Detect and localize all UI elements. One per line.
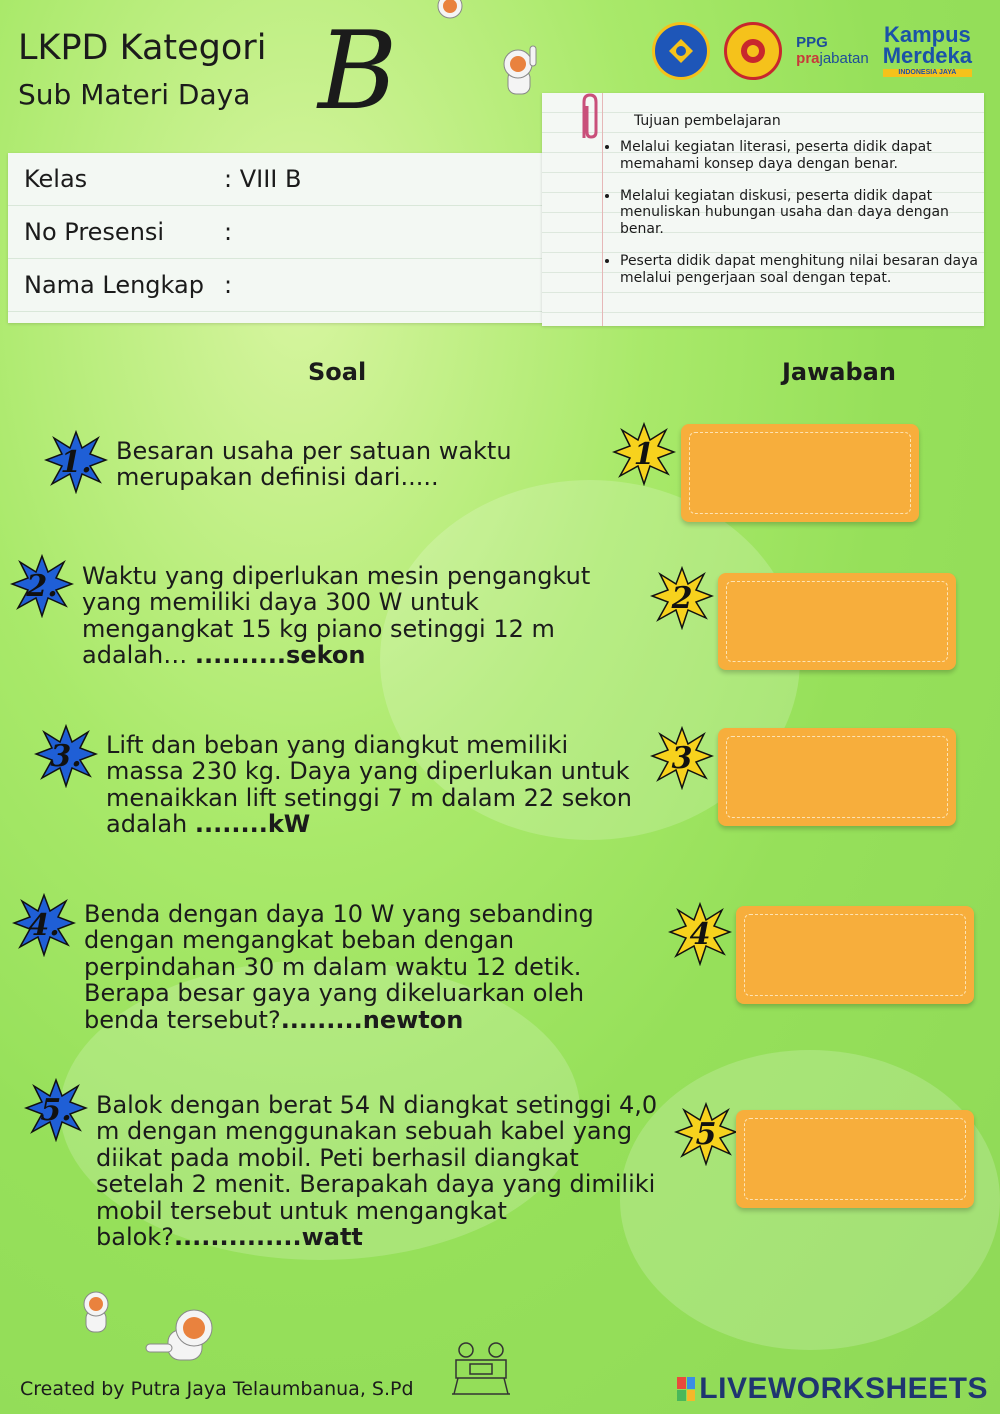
question-number: 3. bbox=[50, 738, 82, 774]
presensi-label: No Presensi bbox=[24, 218, 165, 246]
astronaut-icon bbox=[138, 1300, 238, 1380]
answer-box-5[interactable] bbox=[736, 1110, 974, 1208]
soal-column-header: Soal bbox=[308, 358, 367, 386]
answer-box-2[interactable] bbox=[718, 573, 956, 670]
kelas-label: Kelas bbox=[24, 165, 88, 193]
question-text: Benda dengan daya 10 W yang sebanding dengan mengangkat beban dengan perpindahan 30 m dalam waktu 12 detik. Berapa besar gaya yang dikeluarkan oleh benda tersebut?.........newton bbox=[84, 900, 594, 1034]
question-text: Balok dengan berat 54 N diangkat setinggi 4,0 m dengan menggunakan sebuah kabel yang diikat pada mobil. Peti berhasil diangkat setelah 2 menit. Berapakah daya yang dimiliki mobil tersebut untuk mengangkat balok?..............watt bbox=[96, 1091, 658, 1251]
answer-number-burst bbox=[612, 422, 676, 486]
question-number-burst bbox=[10, 554, 74, 618]
liveworksheets-wordmark: LIVEWORKSHEETS bbox=[699, 1372, 988, 1405]
question-number-burst bbox=[44, 430, 108, 494]
goals-heading: Tujuan pembelajaran bbox=[634, 113, 781, 129]
kemendikbud-logo bbox=[652, 22, 710, 80]
answer-number-burst bbox=[668, 902, 732, 966]
question-number: 2. bbox=[26, 568, 58, 604]
goal-item: • Peserta didik dapat menghitung nilai besaran daya melalui pengerjaan soal dengan tepat. bbox=[620, 253, 980, 287]
worksheet-subtitle: Sub Materi Daya bbox=[18, 78, 251, 111]
liveworksheets-logo-icon bbox=[677, 1377, 695, 1401]
answer-number-burst bbox=[650, 566, 714, 630]
kelas-value: : VIII B bbox=[224, 165, 302, 193]
answer-number: 2 bbox=[671, 580, 693, 616]
nama-field[interactable]: : bbox=[224, 271, 233, 299]
question-number-burst bbox=[12, 893, 76, 957]
answer-number: 5 bbox=[695, 1116, 717, 1152]
question-text: Lift dan beban yang diangkut memiliki massa 230 kg. Daya yang diperlukan untuk menaikkan lift setinggi 7 m dalam 22 sekon adalah ........kW bbox=[106, 731, 632, 839]
worksheet-title: LKPD Kategori bbox=[18, 28, 267, 68]
question-number: 5. bbox=[40, 1092, 72, 1128]
question-text: Besaran usaha per satuan waktu merupakan definisi dari..... bbox=[116, 437, 512, 492]
goal-item: • Melalui kegiatan literasi, peserta didik dapat memahami konsep daya dengan benar. bbox=[620, 139, 980, 173]
study-desk-icon bbox=[448, 1338, 514, 1400]
kelas-row bbox=[24, 165, 301, 193]
goal-item: • Melalui kegiatan diskusi, peserta didik dapat menuliskan hubungan usaha dan daya dengan benar. bbox=[620, 188, 980, 238]
logo-bar bbox=[652, 22, 972, 80]
university-logo bbox=[724, 22, 782, 80]
answer-number: 3 bbox=[671, 740, 693, 776]
category-letter: B bbox=[318, 9, 398, 134]
answer-number-burst bbox=[674, 1102, 738, 1166]
answer-box-4[interactable] bbox=[736, 906, 974, 1004]
kampus-merdeka-logo: Kampus Merdeka INDONESIA JAYA bbox=[882, 21, 972, 76]
liveworksheets-brand bbox=[677, 1372, 988, 1406]
goals-list bbox=[604, 139, 980, 302]
ppg-prajabatan-logo: PPG prajabatan bbox=[796, 33, 869, 67]
astronaut-icon bbox=[66, 1282, 126, 1342]
presensi-row bbox=[24, 218, 232, 246]
learning-goals-panel bbox=[542, 93, 984, 326]
nama-label: Nama Lengkap bbox=[24, 271, 204, 299]
question-number-burst bbox=[24, 1078, 88, 1142]
question-number: 1. bbox=[60, 444, 92, 480]
astronaut-icon bbox=[425, 0, 475, 26]
question-number-burst bbox=[34, 724, 98, 788]
question-text: Waktu yang diperlukan mesin pengangkut yang memiliki daya 300 W untuk mengangkat 15 kg piano setinggi 12 m adalah… ..........sekon bbox=[82, 562, 591, 670]
answer-box-3[interactable] bbox=[718, 728, 956, 826]
astronaut-icon bbox=[490, 42, 550, 104]
author-credit: Created by Putra Jaya Telaumbanua, S.Pd bbox=[20, 1378, 414, 1400]
answer-number: 1 bbox=[633, 436, 655, 472]
answer-box-1[interactable] bbox=[681, 424, 919, 522]
presensi-field[interactable]: : bbox=[224, 218, 233, 246]
nama-row bbox=[24, 271, 232, 299]
answer-number: 4 bbox=[689, 916, 711, 952]
jawaban-column-header: Jawaban bbox=[782, 358, 896, 386]
question-number: 4. bbox=[28, 907, 60, 943]
answer-number-burst bbox=[650, 726, 714, 790]
student-identity-panel bbox=[8, 153, 570, 323]
paperclip-icon bbox=[576, 92, 604, 142]
